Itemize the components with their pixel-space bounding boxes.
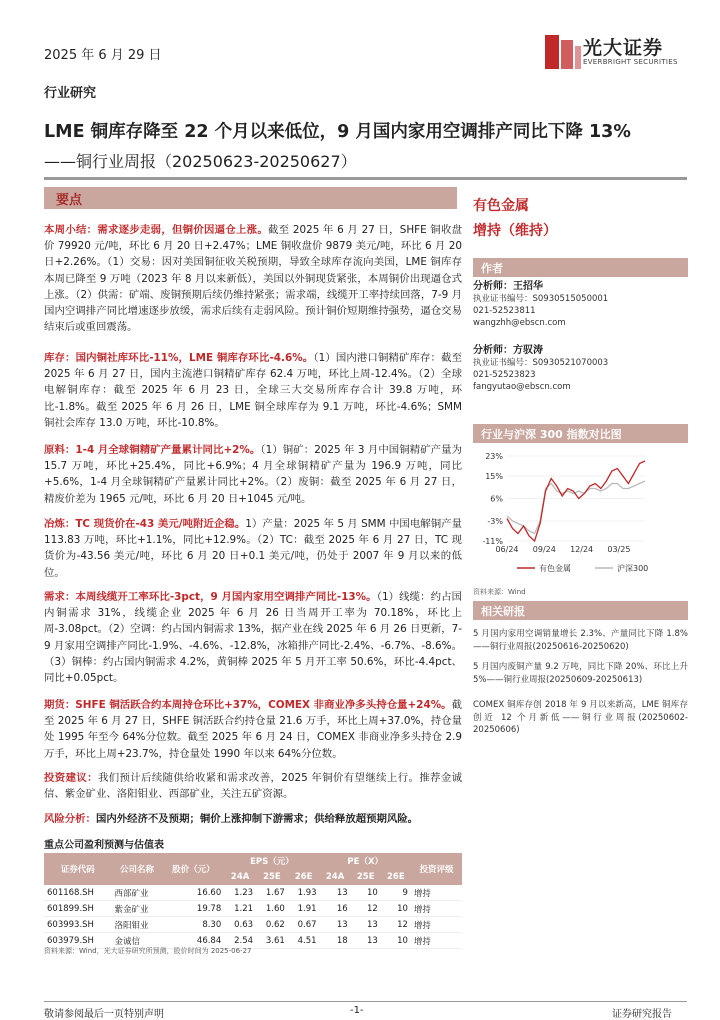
report-title: LME 铜库存降至 22 个月以来低位，9 月国内家用空调排产同比下降 13% [44, 122, 631, 142]
section-investment [44, 770, 462, 802]
section-head: 本周小结：需求逐步走弱，但铜价因逼仓上涨。 [44, 224, 268, 236]
report-category: 行业研究 [44, 86, 97, 101]
page-number: -1- [350, 1005, 364, 1016]
section-head: 投资建议： [44, 772, 98, 784]
table-title: 重点公司盈利预测与估值表 [44, 840, 164, 851]
analyst-cert: 执业证书编号：S0930515050001 [473, 294, 609, 304]
table-cell: 18 [320, 933, 351, 949]
table-cell: 603979.SH [44, 933, 111, 949]
table-cell: 西部矿业 [111, 885, 162, 901]
section-body: 截至 2025 年 6 月 27 日，SHFE 铜收盘价 79920 元/吨，环比 6 月 20 日+2.47%；LME 铜收盘价 9879 美元/吨，环比 6 月 20 日+2.26%。（1）交易：因对美国铜征收关税预期，导致全球库存流向美国，LME 铜库存本周已降至 9 万吨（2023 年 8 月以来新低），美国以外铜现货紧张，本周铜价出现逼仓式上涨。（2）供需：矿端、废铜预期后续仍维持紧张；需求端，线缆开工率持续回落，7-9 月国内空调排产同比增速逐步放缓，需求后续有走弱风险。预计铜价短期维持强势，逼仓交易结束后或重回震荡。 [44, 224, 462, 334]
analyst-email[interactable]: wangzhh@ebscn.com [473, 318, 566, 328]
table-cell: 增持 [411, 933, 462, 949]
footer-report-type: 证券研究报告 [612, 1009, 672, 1020]
table-cell: 601168.SH [44, 885, 111, 901]
table-cell: 13 [320, 917, 351, 933]
section-futures [44, 697, 462, 762]
table-cell: 1.60 [256, 901, 288, 917]
section-body: （1）线缆：约占国内铜需求 31%，线缆企业 2025 年 6 月 26 日当周开工率为 70.18%，环比上周-3.08pct。（2）空调：约占国内铜需求 13%，据产业在线 2025 年 6 月 26 日更新，7-9 月家用空调排产同比-1.9%、-4.6%、-12.8%，冰箱排产同比-2.4%、-6.7%、-8.6%。（3）铜棒：约占国内铜需求 4.2%，黄铜棒 2025 年 5 月开工率 50.6%，环比-4.4pct、同比+0.05pct。 [44, 591, 462, 685]
section-body: 我们预计后续随供给收紧和需求改善，2025 年铜价有望继续上行。推荐金诚信、紫金矿业、洛阳钼业、西部矿业，关注五矿资源。 [44, 772, 463, 801]
table-cell: 1.67 [256, 885, 288, 901]
table-row [44, 917, 462, 933]
table-cell: 46.84 [162, 933, 224, 949]
series-line [507, 481, 645, 534]
section-body: （1）铜矿：2025 年 3 月中国铜精矿产量为 15.7 万吨，环比+25.4%，同比+6.9%；4 月全球铜精矿产量为 196.9 万吨，同比+5.6%，1-4 月全球铜精矿产量累计同比+2%。（2）废铜：截至 2025 年 6 月 27 日，精废价差为 1965 元/吨，环比 6 月 20 日+1045 元/吨。 [44, 444, 462, 505]
table-cell: 10 [351, 885, 381, 901]
table-cell: 3.61 [256, 933, 288, 949]
table-cell: 增持 [411, 917, 462, 933]
keypoints-header [44, 187, 457, 209]
related-report-1[interactable]: 5 月国内家用空调销量增长 2.3%、产量同比下降 1.8%——铜行业周报(20250616-20250620) [473, 629, 688, 652]
th-year: 24A [320, 869, 351, 885]
related-header [473, 601, 688, 620]
title-divider [44, 177, 687, 180]
section-raw-material [44, 442, 462, 507]
table-cell: 增持 [411, 885, 462, 901]
y-tick-label: 15% [485, 472, 503, 481]
table-cell: 601899.SH [44, 901, 111, 917]
table-cell: 洛阳钼业 [111, 917, 162, 933]
table-cell: 603993.SH [44, 917, 111, 933]
related-label: 相关研报 [481, 605, 525, 618]
table-cell: 1.91 [288, 901, 320, 917]
x-tick-label: 03/25 [607, 545, 631, 554]
th-rating: 投资评级 [411, 853, 462, 885]
analyst-phone: 021-52523823 [473, 370, 536, 380]
section-head: 冶炼：TC 现货价在-43 美元/吨附近企稳。 [44, 518, 246, 530]
analyst-name: 分析师：方驭涛 [473, 345, 543, 356]
table-cell: 13 [320, 885, 351, 901]
table-cell: 0.62 [256, 917, 288, 933]
table-cell: 16.60 [162, 885, 224, 901]
section-body: 1）产量：2025 年 5 月 SMM 中国电解铜产量 113.83 万吨，环比+1.1%，同比+12.9%。（2）TC：截至 2025 年 6 月 27 日，TC 现货价为-43.56 美元/吨，环比 6 月 20 日+0.1 美元/吨，仍处于 2007 年 9 月以来的低位。 [44, 518, 462, 579]
table-cell: 10 [381, 901, 411, 917]
section-head: 原料：1-4 月全球铜精矿产量累计同比+2%。 [44, 444, 261, 456]
th-year: 26E [288, 869, 320, 885]
chart-label: 行业与沪深 300 指数对比图 [481, 428, 622, 441]
analyst-email[interactable]: fangyutao@ebscn.com [473, 382, 571, 392]
table-cell: 13 [351, 917, 381, 933]
analyst-cert: 执业证书编号：S0930521070003 [473, 358, 609, 368]
table-cell: 2.54 [224, 933, 256, 949]
table-cell: 紫金矿业 [111, 901, 162, 917]
table-cell: 12 [381, 917, 411, 933]
table-cell: 4.51 [288, 933, 320, 949]
table-cell: 0.67 [288, 917, 320, 933]
y-tick-label: 23% [485, 452, 503, 461]
footer-disclaimer: 敬请参阅最后一页特别声明 [44, 1009, 164, 1020]
table-cell: 1.21 [224, 901, 256, 917]
section-head: 需求：本周线缆开工率环比-3pct，9 月国内家用空调排产同比-13%。 [44, 591, 377, 603]
section-body: （1）国内港口铜精矿库存：截至 2025 年 6 月 27 日，国内主流港口铜精矿库存 62.4 万吨，环比上周-12.4%。（2）全球电解铜库存：截至 2025 年 6 月 23 日，全球三大交易所库存合计 39.8 万吨，环比-1.8%。截至 2025 年 6 月 26 日，LME 铜全球库存为 9.1 万吨，环比-4.6%；SMM 铜社会库存 13.0 万吨，环比-10.8%。 [44, 352, 462, 429]
index-comparison-chart [473, 446, 688, 581]
section-risk [44, 811, 462, 827]
table-cell: 1.23 [224, 885, 256, 901]
forecast-table [44, 853, 462, 949]
y-tick-label: -3% [487, 517, 503, 526]
analyst-name: 分析师：王招华 [473, 281, 543, 292]
section-head: 库存：国内铜社库环比-11%，LME 铜库存环比-4.6%。 [44, 352, 314, 364]
section-summary [44, 222, 462, 335]
y-tick-label: -11% [482, 537, 503, 546]
table-cell: 增持 [411, 901, 462, 917]
x-tick-label: 12/24 [570, 545, 594, 554]
chart-source: 资料来源：Wind [473, 588, 526, 596]
section-inventory [44, 350, 462, 431]
th-year: 26E [381, 869, 411, 885]
x-tick-label: 06/24 [495, 545, 519, 554]
chart-header [473, 424, 688, 443]
table-cell: 金诚信 [111, 933, 162, 949]
legend-label: 有色金属 [539, 564, 571, 573]
author-label: 作者 [481, 262, 503, 275]
th-year: 24A [224, 869, 256, 885]
sector-rating: 增持（维持） [473, 223, 557, 239]
analyst-phone: 021-52523811 [473, 306, 536, 316]
section-head: 期货：SHFE 铜活跃合约本周持仓环比+37%，COMEX 非商业净多头持仓量+24%。 [44, 699, 452, 711]
th-eps: EPS（元） [224, 853, 319, 869]
th-price: 股价（元） [162, 853, 224, 885]
y-tick-label: 6% [490, 494, 503, 504]
footer-divider [44, 1001, 687, 1002]
section-body: 国内外经济不及预期；铜价上涨抑制下游需求；供给释放超预期风险。 [95, 813, 419, 825]
report-subtitle: ——铜行业周报（20250623-20250627） [44, 152, 357, 171]
section-smelting [44, 516, 462, 581]
logo-subtext: EVERBRIGHT SECURITIES [583, 58, 678, 66]
table-source: 资料来源：Wind，光大证券研究所预测，股价时间为 2025-06-27 [44, 947, 252, 955]
legend-label: 沪深300 [617, 564, 649, 573]
table-cell: 19.78 [162, 901, 224, 917]
logo-text: 光大证券 [583, 37, 664, 59]
table-cell: 1.93 [288, 885, 320, 901]
table-row [44, 901, 462, 917]
analyst-1 [473, 281, 608, 329]
th-name: 公司名称 [111, 853, 162, 885]
report-date: 2025 年 6 月 29 日 [44, 48, 162, 63]
table-cell: 12 [351, 901, 381, 917]
related-report-3[interactable]: COMEX 铜库存创 2018 年 9 月以来新高，LME 铜库存创近 12 个月新低——铜行业周报(20250602-20250606) [473, 700, 688, 735]
th-year: 25E [256, 869, 288, 885]
table-cell: 8.30 [162, 917, 224, 933]
x-tick-label: 09/24 [532, 545, 556, 554]
table-cell: 10 [381, 933, 411, 949]
th-pe: PE（X） [320, 853, 411, 869]
related-report-2[interactable]: 5 月国内废铜产量 9.2 万吨，同比下降 20%、环比上升 5%——铜行业周报(20250609-20250613) [473, 662, 688, 685]
author-header [473, 258, 688, 277]
section-body: 截至 2025 年 6 月 27 日，SHFE 铜活跃合约持仓量 21.6 万手，环比上周+37.0%，持仓量处 1995 年至今 64%分位数。截至 2025 年 6 月 24 日，COMEX 非商业净多头持仓 2.9 万手，环比上周+23.7%，持仓量处 1990 年以来 64%分位数。 [44, 699, 462, 760]
table-cell: 0.63 [224, 917, 256, 933]
section-head: 风险分析： [44, 813, 96, 825]
analyst-2 [473, 345, 608, 393]
th-year: 25E [351, 869, 381, 885]
section-demand [44, 589, 462, 686]
th-code: 证券代码 [44, 853, 111, 885]
keypoints-label: 要点 [56, 193, 83, 208]
sector-name: 有色金属 [473, 198, 529, 214]
table-row [44, 885, 462, 901]
table-cell: 13 [351, 933, 381, 949]
table-cell: 16 [320, 901, 351, 917]
table-cell: 9 [381, 885, 411, 901]
